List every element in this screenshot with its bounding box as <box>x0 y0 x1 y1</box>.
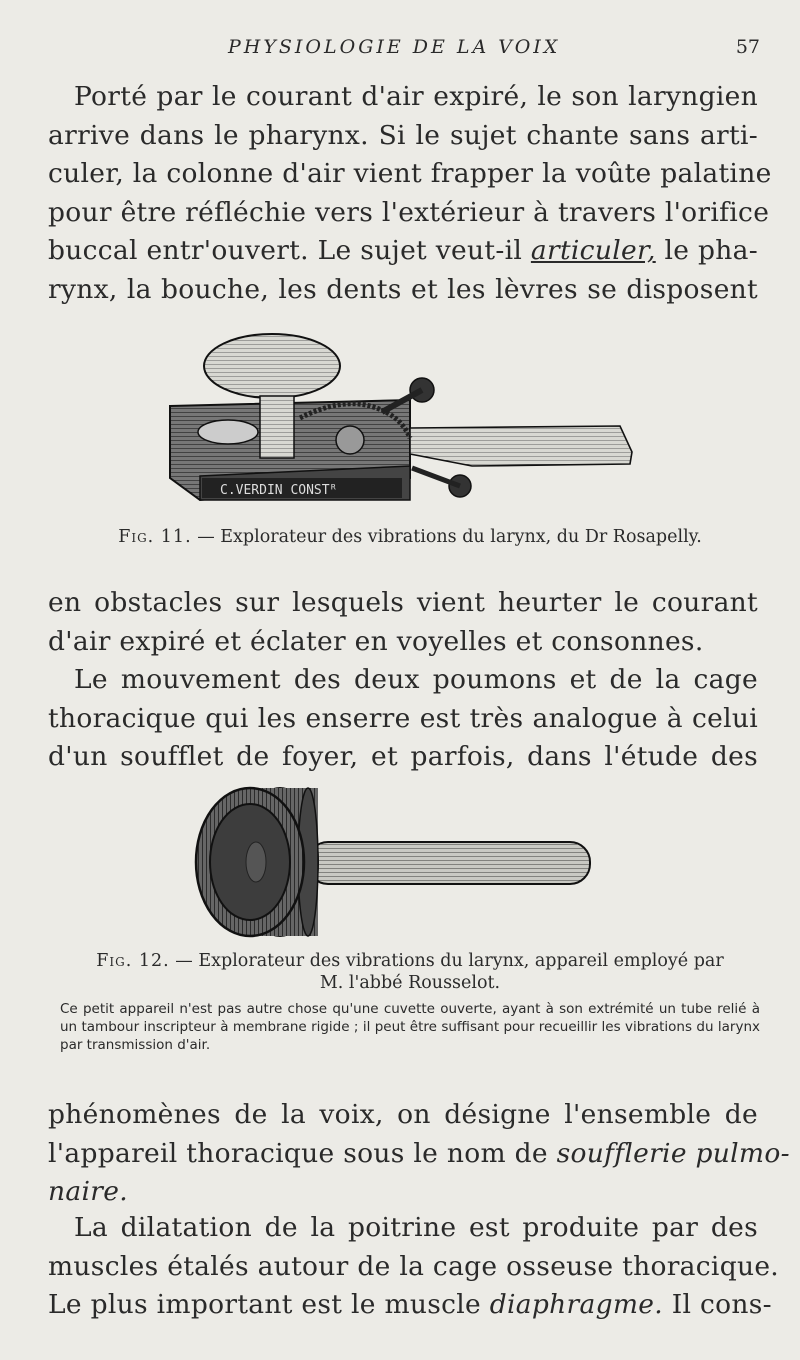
text-line <box>48 1135 790 1174</box>
text-line: en obstacles sur lesquels vient heurter le courant <box>48 587 758 618</box>
maker-plate-text: C.VERDIN CONSTᴿ <box>220 483 338 498</box>
paragraph-3 <box>48 661 758 777</box>
text-line: rynx, la bouche, les dents et les lèvres se disposent <box>48 273 758 305</box>
figure-11-illustration <box>160 328 640 508</box>
caption-text: — Explorateur des vibrations du larynx, du Dr Rosapelly. <box>197 527 702 547</box>
paragraph-2 <box>48 584 758 661</box>
text-line <box>48 232 758 271</box>
figure-12-note: Ce petit appareil n'est pas autre chose qu'une cuvette ouverte, ayant à son extrémité un tube relié à un tambour inscripteur à membrane rigide ; il peut être suffisant pour recueillir les vibrations du larynx par transmission d'air. <box>60 1001 760 1053</box>
cup-inner-hole <box>246 842 266 882</box>
text-segment: buccal entr'ouvert. Le sujet veut-il <box>48 235 531 266</box>
figure-12-illustration <box>190 780 600 945</box>
text-segment: Le plus important est le muscle <box>48 1289 490 1320</box>
text-line: culer, la colonne d'air vient frapper la voûte palatine <box>48 158 772 189</box>
disc-knob <box>204 334 340 398</box>
paragraph-4 <box>48 1096 790 1212</box>
thumb-screw <box>336 426 364 454</box>
support-post <box>260 396 294 458</box>
text-line: d'air expiré et éclater en voyelles et consonnes. <box>48 625 704 657</box>
text-line: thoracique qui les enserre est très analogue à celui <box>48 702 758 734</box>
blade <box>410 426 632 466</box>
text-line <box>48 1173 758 1212</box>
italic-phrase: soufflerie pulmo- <box>556 1137 790 1169</box>
page-number: 57 <box>735 36 760 58</box>
text-line: Porté par le courant d'air expiré, le son laryngien <box>74 81 758 112</box>
caption-text: — Explorateur des vibrations du larynx, appareil employé par <box>175 951 724 971</box>
wheel <box>198 420 258 444</box>
text-line: La dilatation de la poitrine est produite par des <box>74 1212 758 1243</box>
running-title: PHYSIOLOGIE DE LA VOIX <box>228 36 561 58</box>
text-line: pour être réfléchie vers l'extérieur à travers l'orifice <box>48 196 770 228</box>
text-line: phénomènes de la voix, on désigne l'ensemble de <box>48 1099 758 1130</box>
page-header <box>48 36 768 64</box>
text-segment: Il cons- <box>663 1289 772 1320</box>
text-segment: l'appareil thoracique sous le nom de <box>48 1137 557 1169</box>
tube <box>308 842 590 884</box>
text-line <box>48 1286 772 1325</box>
text-line: Le mouvement des deux poumons et de la cage <box>74 664 758 695</box>
caption-line <box>60 950 760 972</box>
figure-label: Fig. 12. <box>96 951 170 971</box>
italic-phrase: naire. <box>48 1176 128 1207</box>
italic-word: diaphragme. <box>489 1289 663 1320</box>
text-line: d'un soufflet de foyer, et parfois, dans l'étude des <box>48 741 758 772</box>
figure-11-caption <box>60 526 760 548</box>
italic-word: articuler, <box>530 235 656 266</box>
paragraph-1 <box>48 78 772 309</box>
text-line: arrive dans le pharynx. Si le sujet chante sans arti- <box>48 119 758 151</box>
paragraph-5 <box>48 1209 780 1325</box>
figure-12-caption <box>60 950 760 994</box>
figure-label: Fig. 11. <box>118 527 192 547</box>
caption-line: M. l'abbé Rousselot. <box>319 973 501 993</box>
text-line: muscles étalés autour de la cage osseuse thoracique. <box>48 1250 780 1282</box>
text-segment: le pha- <box>655 235 758 266</box>
